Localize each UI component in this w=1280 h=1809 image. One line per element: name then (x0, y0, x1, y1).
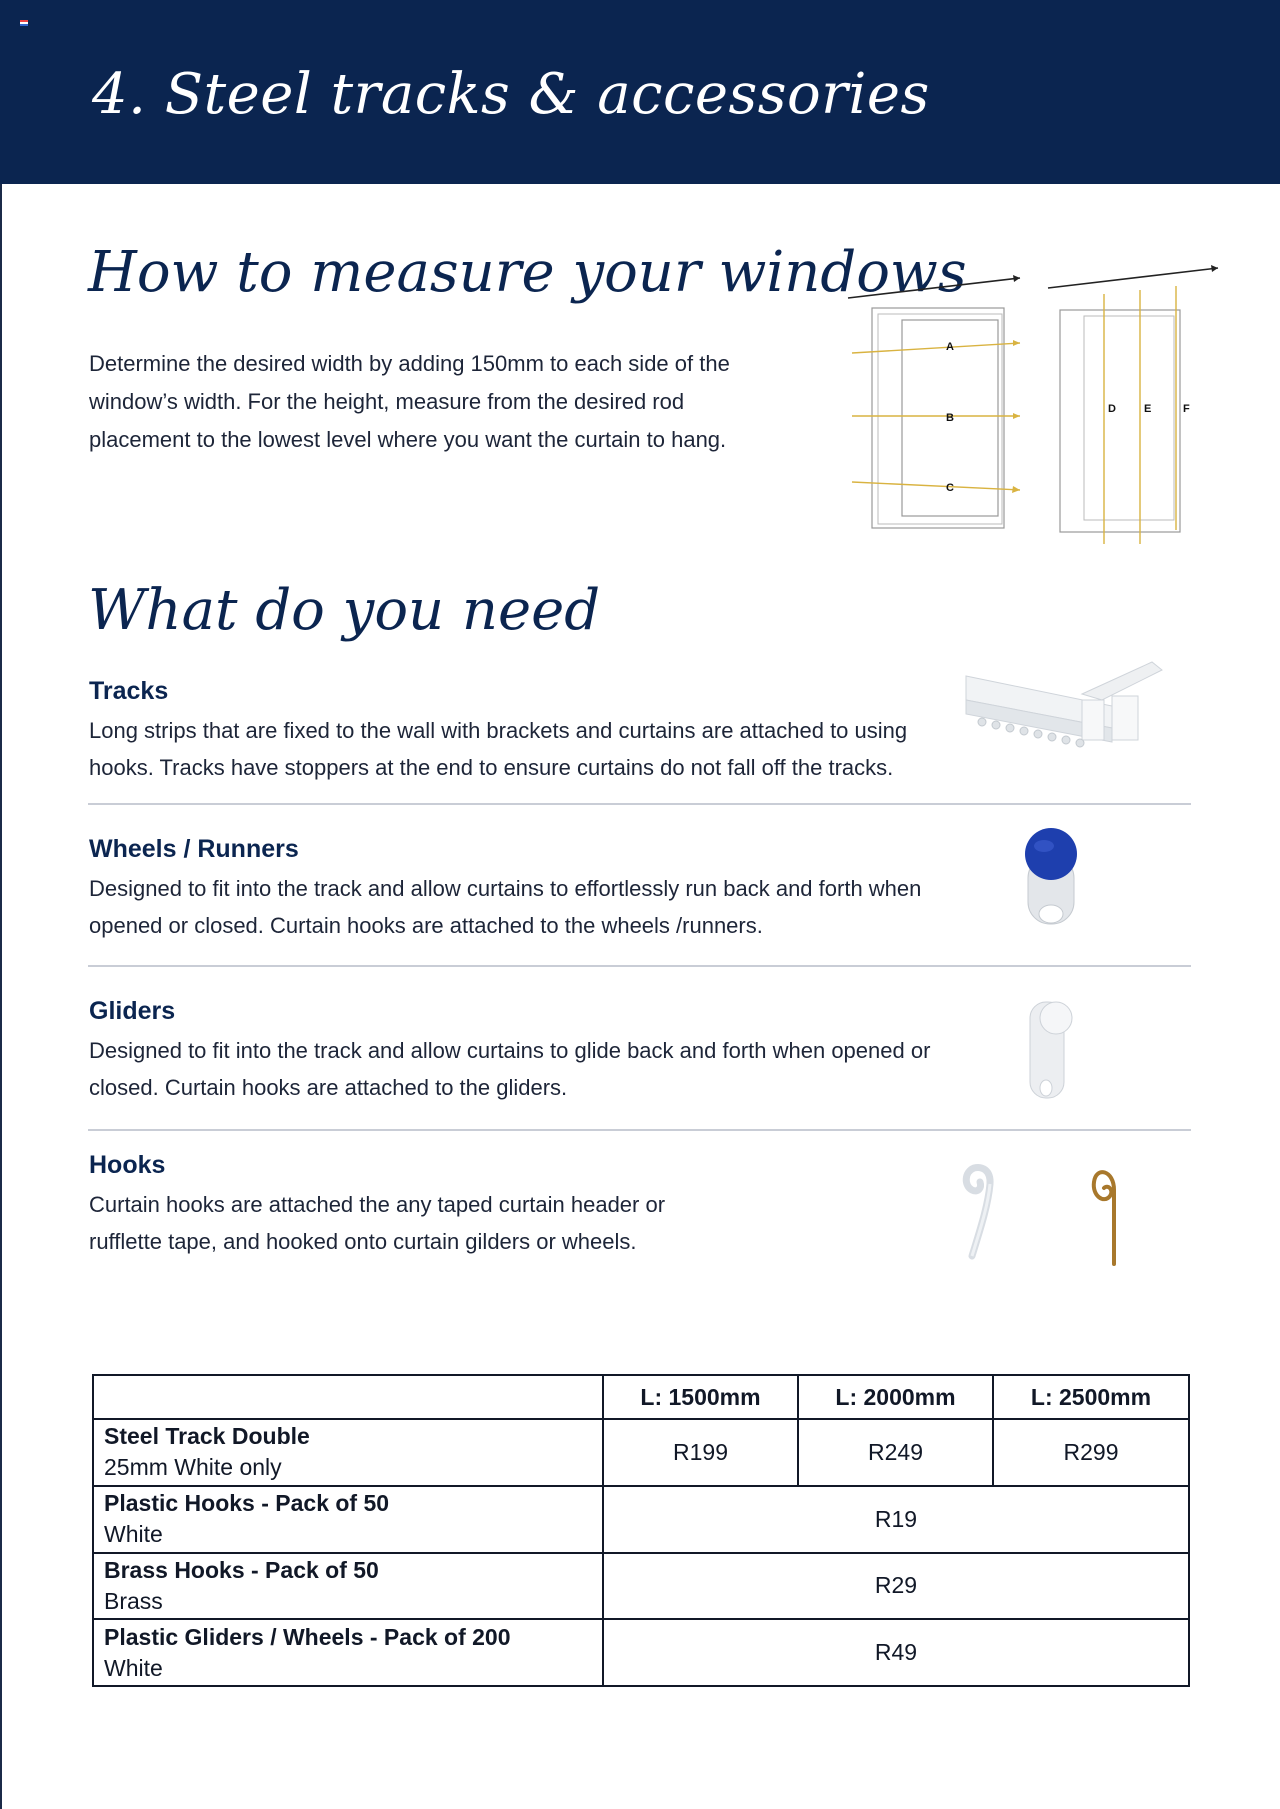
brass-hook-icon (1086, 1160, 1126, 1270)
page-title: 4. Steel tracks & accessories (92, 62, 930, 127)
table-row (93, 1553, 1189, 1620)
need-heading: What do you need (88, 578, 601, 643)
item-description: Curtain hooks are attached the any taped curtain header or rufflette tape, and hooked onto curtain gilders or wheels. (89, 1192, 666, 1254)
item-description: Designed to fit into the track and allow curtains to effortlessly run back and forth when opened or closed. Curtain hooks are attached to the wheels /runners. (89, 876, 922, 938)
price-cell: R49 (603, 1619, 1189, 1686)
wheel-runner-icon (1016, 826, 1086, 940)
measure-heading: How to measure your windows (88, 240, 967, 305)
product-variant: 25mm White only (104, 1454, 282, 1481)
product-name: Steel Track Double (104, 1423, 310, 1450)
price-cell: R199 (603, 1419, 798, 1486)
page-header (0, 0, 1280, 184)
price-table (92, 1374, 1190, 1687)
product-name: Plastic Gliders / Wheels - Pack of 200 (104, 1623, 511, 1650)
table-row (93, 1619, 1189, 1686)
label-b: B (946, 412, 954, 424)
column-header: L: 2000mm (798, 1375, 993, 1419)
price-cell: R299 (993, 1419, 1189, 1486)
product-variant: Brass (104, 1587, 163, 1614)
window-measure-diagram (840, 260, 1230, 550)
product-cell (93, 1553, 603, 1620)
label-c: C (946, 482, 954, 494)
measure-instructions: Determine the desired width by adding 150mm to each side of the window’s width. For the height, measure from the desired rod placement to the lowest level where you want the curtain to hang. (89, 351, 730, 452)
item-description: Long strips that are fixed to the wall with brackets and curtains are attached to using hooks. Tracks have stoppers at the end to ensure curtains do not fall off the tracks. (89, 718, 908, 780)
flag-icon (20, 20, 28, 26)
label-f: F (1183, 403, 1190, 415)
product-name: Brass Hooks - Pack of 50 (104, 1556, 379, 1583)
item-gliders (89, 996, 949, 1106)
label-a: A (946, 341, 954, 353)
divider (88, 965, 1191, 967)
rod-line (848, 278, 1020, 298)
left-border (0, 184, 2, 1809)
table-row (93, 1419, 1189, 1486)
product-cell (93, 1619, 603, 1686)
item-hooks (89, 1150, 949, 1260)
divider (88, 803, 1191, 805)
track-icon (962, 656, 1182, 776)
item-title: Tracks (89, 677, 169, 705)
product-variant: White (104, 1654, 163, 1681)
item-wheels (89, 834, 949, 944)
product-cell (93, 1419, 603, 1486)
product-name: Plastic Hooks - Pack of 50 (104, 1490, 390, 1517)
price-cell: R19 (603, 1486, 1189, 1553)
table-row (93, 1486, 1189, 1553)
item-title: Wheels / Runners (89, 835, 299, 863)
item-tracks (89, 676, 949, 786)
price-cell: R249 (798, 1419, 993, 1486)
column-header: L: 1500mm (603, 1375, 798, 1419)
glider-icon (1022, 996, 1078, 1108)
plastic-hook-icon (958, 1160, 1008, 1266)
item-title: Hooks (89, 1151, 166, 1179)
window-frame (872, 308, 1004, 528)
product-variant: White (104, 1521, 163, 1548)
product-cell (93, 1486, 603, 1553)
item-description: Designed to fit into the track and allow curtains to glide back and forth when opened or closed. Curtain hooks are attached to the gliders. (89, 1038, 931, 1100)
divider (88, 1129, 1191, 1131)
column-header (93, 1375, 603, 1419)
label-d: D (1108, 403, 1116, 415)
price-cell: R29 (603, 1553, 1189, 1620)
column-header: L: 2500mm (993, 1375, 1189, 1419)
table-header-row (93, 1375, 1189, 1419)
item-title: Gliders (89, 997, 176, 1025)
label-e: E (1144, 403, 1152, 415)
